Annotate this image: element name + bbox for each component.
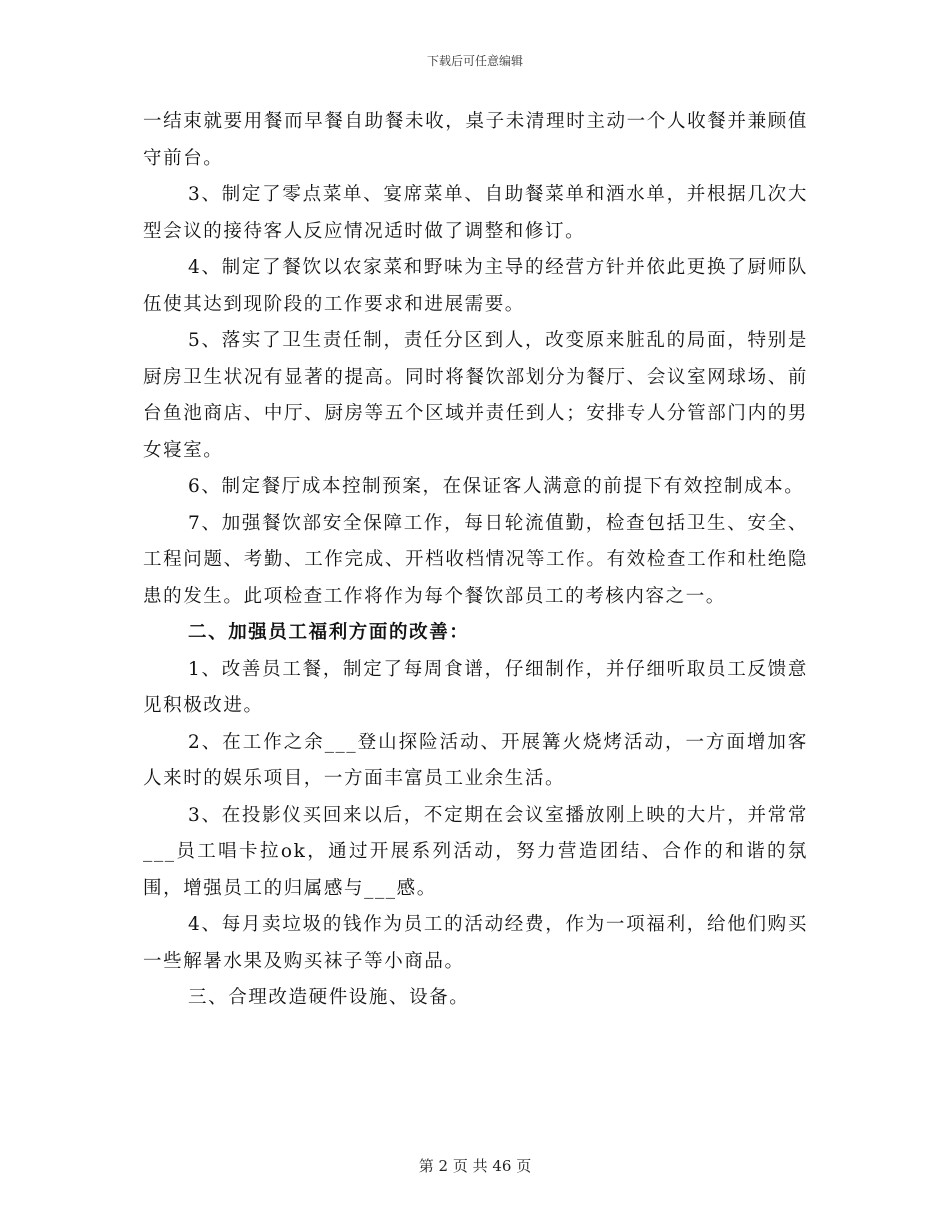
paragraph: 一结束就要用餐而早餐自助餐未收，桌子未清理时主动一个人收餐并兼顾值守前台。 — [143, 111, 808, 169]
paragraph: 4、每月卖垃圾的钱作为员工的活动经费，作为一项福利，给他们购买一些解暑水果及购买袜子等小商品。 — [143, 914, 808, 972]
section-heading: 三、合理改造硬件设施、设备。 — [188, 987, 470, 1008]
paragraph: 6、制定餐厅成本控制预案，在保证客人满意的前提下有效控制成本。 — [188, 476, 805, 497]
paragraph: 1、改善员工餐，制定了每周食谱，仔细制作，并仔细听取员工反馈意见积极改进。 — [143, 658, 808, 716]
paragraph: 5、落实了卫生责任制，责任分区到人，改变原来脏乱的局面，特别是厨房卫生状况有显著的提高。同时将餐饮部划分为餐厅、会议室网球场、前台鱼池商店、中厅、厨房等五个区域并责任到人；安排专人分管部门内的男女寝室。 — [143, 330, 808, 461]
paragraph: 2、在工作之余___登山探险活动、开展篝火烧烤活动，一方面增加客人来时的娱乐项目，一方面丰富员工业余生活。 — [143, 731, 808, 789]
page-number: 第 2 页 共 46 页 — [418, 1157, 532, 1175]
page-header: 下载后可任意编辑 — [426, 54, 523, 68]
paragraph: 4、制定了餐饮以农家菜和野味为主导的经营方针并依此更换了厨师队伍使其达到现阶段的工作要求和进展需要。 — [143, 257, 808, 315]
paragraph: 3、制定了零点菜单、宴席菜单、自助餐菜单和酒水单，并根据几次大型会议的接待客人反应情况适时做了调整和修订。 — [143, 184, 808, 242]
paragraph: 7、加强餐饮部安全保障工作，每日轮流值勤，检查包括卫生、安全、工程问题、考勤、工作完成、开档收档情况等工作。有效检查工作和杜绝隐患的发生。此项检查工作将作为每个餐饮部员工的考核内容之一。 — [143, 512, 808, 607]
section-heading: 二、加强员工福利方面的改善： — [188, 622, 470, 643]
document-body — [143, 104, 808, 1017]
paragraph: 3、在投影仪买回来以后，不定期在会议室播放刚上映的大片，并常常___员工唱卡拉ok，通过开展系列活动，努力营造团结、合作的和谐的氛围，增强员工的归属感与___感。 — [143, 804, 808, 899]
